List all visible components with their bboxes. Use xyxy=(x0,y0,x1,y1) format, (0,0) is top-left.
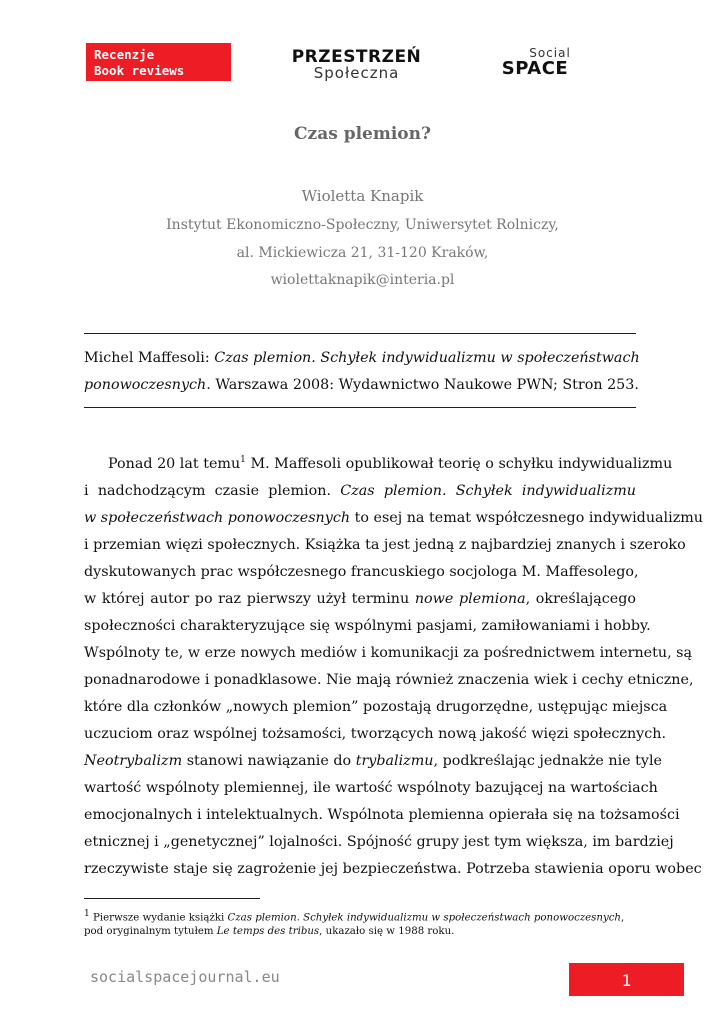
term-italic: Neotrybalizm xyxy=(84,752,183,769)
footnote-text: Pierwsze wydanie książki xyxy=(89,912,228,924)
author-institution: Instytut Ekonomiczno-Społeczny, Uniwersytet Rolniczy, xyxy=(166,217,559,233)
body-paragraph xyxy=(84,447,704,883)
body-text: w której autor po raz pierwszy użył terminu xyxy=(84,590,415,607)
logo1-line2: Społeczna xyxy=(313,64,400,82)
section-label-pl: Recenzje xyxy=(94,47,155,62)
body-text: które dla członków „nowych plemion” pozostają drugorzędne, ustępując miejsca xyxy=(84,698,668,715)
footnote-divider xyxy=(84,898,260,899)
body-text: M. Maffesoli opublikował teorię o schyłku indywidualizmu xyxy=(245,455,673,472)
body-text: ponadnarodowe i ponadklasowe. Nie mają również znaczenia wiek i cechy etniczne, xyxy=(84,671,694,688)
term-italic: trybalizmu xyxy=(355,752,434,769)
book-title-italic: Czas plemion. Schyłek indywidualizmu xyxy=(340,482,636,499)
section-badge xyxy=(86,43,231,81)
body-text: , podkreślając jednakże nie tyle xyxy=(433,752,663,769)
term-italic: nowe plemiona xyxy=(414,590,526,607)
footnote xyxy=(84,907,636,939)
author-email: wiolettaknapik@interia.pl xyxy=(270,272,455,288)
footnote-text: , pod oryginalnym tytułem xyxy=(84,912,625,938)
book-title-italic: w społeczeństwach ponowoczesnych xyxy=(84,509,351,526)
body-text: wartość wspólnoty plemiennej, ile wartość wspólnoty bazującej na wartościach xyxy=(84,779,658,796)
body-text: Ponad 20 lat temu xyxy=(108,455,241,472)
logo1-line1: PRZESTRZEŃ xyxy=(291,47,422,67)
footnote-number: 1 xyxy=(84,909,90,919)
body-text: etnicznej i „genetycznej” lojalności. Spójność grupy jest tym większa, im bardziej xyxy=(84,833,674,850)
book-reference xyxy=(84,345,640,399)
page-number: 1 xyxy=(569,963,684,996)
footnote-ref: 1 xyxy=(240,455,246,465)
logo2-line2: SPACE xyxy=(501,58,569,79)
author-name: Wioletta Knapik xyxy=(301,187,424,205)
section-label-en: Book reviews xyxy=(94,63,185,78)
body-text: to esej na temat współczesnego indywidualizmu xyxy=(350,509,704,526)
footnote-original-title: Le temps des tribus xyxy=(216,926,320,938)
body-text: emocjonalnych i intelektualnych. Wspólnota plemienna opierała się na tożsamości xyxy=(84,806,680,823)
book-title-part1: Czas plemion. Schyłek indywidualizmu w społeczeństwach xyxy=(214,350,640,366)
footnote-book-title: Czas plemion. Schyłek indywidualizmu w społeczeństwach ponowoczesnych xyxy=(227,912,621,924)
page-title: Czas plemion? xyxy=(294,124,431,144)
body-text: i przemian więzi społecznych. Książka ta jest jedną z najbardziej znanych i szeroko xyxy=(84,536,686,553)
body-text: Wspólnoty te, w erze nowych mediów i komunikacji za pośrednictwem internetu, są xyxy=(84,644,693,661)
book-details: . Warszawa 2008: Wydawnictwo Naukowe PWN; Stron 253. xyxy=(206,377,639,393)
top-divider xyxy=(84,333,636,334)
footnote-text: , ukazało się w 1988 roku. xyxy=(319,926,455,938)
body-text: i nadchodzącym czasie plemion. xyxy=(84,482,341,499)
journal-url[interactable]: socialspacejournal.eu xyxy=(90,968,280,986)
book-title-part2: ponowoczesnych xyxy=(84,377,207,393)
przestrzen-spoleczna-logo xyxy=(279,48,434,80)
bottom-divider xyxy=(84,407,636,408)
social-space-logo xyxy=(489,47,581,78)
body-text: uczuciom oraz wspólnej tożsamości, tworzących nową jakość więzi społecznych. xyxy=(84,725,667,742)
book-author: Michel Maffesoli: xyxy=(84,350,215,366)
body-text: dyskutowanych prac współczesnego francuskiego socjologa M. Maffesolego, xyxy=(84,563,639,580)
body-text: rzeczywiste staje się zagrożenie jej bezpieczeństwa. Potrzeba stawienia oporu wobec xyxy=(84,860,702,877)
body-text: stanowi nawiązanie do xyxy=(182,752,356,769)
author-address: al. Mickiewicza 21, 31-120 Kraków, xyxy=(236,245,489,261)
logo2-line1: Social xyxy=(529,46,571,60)
body-text: , określającego xyxy=(525,590,636,607)
body-text: społeczności charakteryzujące się wspólnymi pasjami, zamiłowaniami i hobby. xyxy=(84,617,651,634)
